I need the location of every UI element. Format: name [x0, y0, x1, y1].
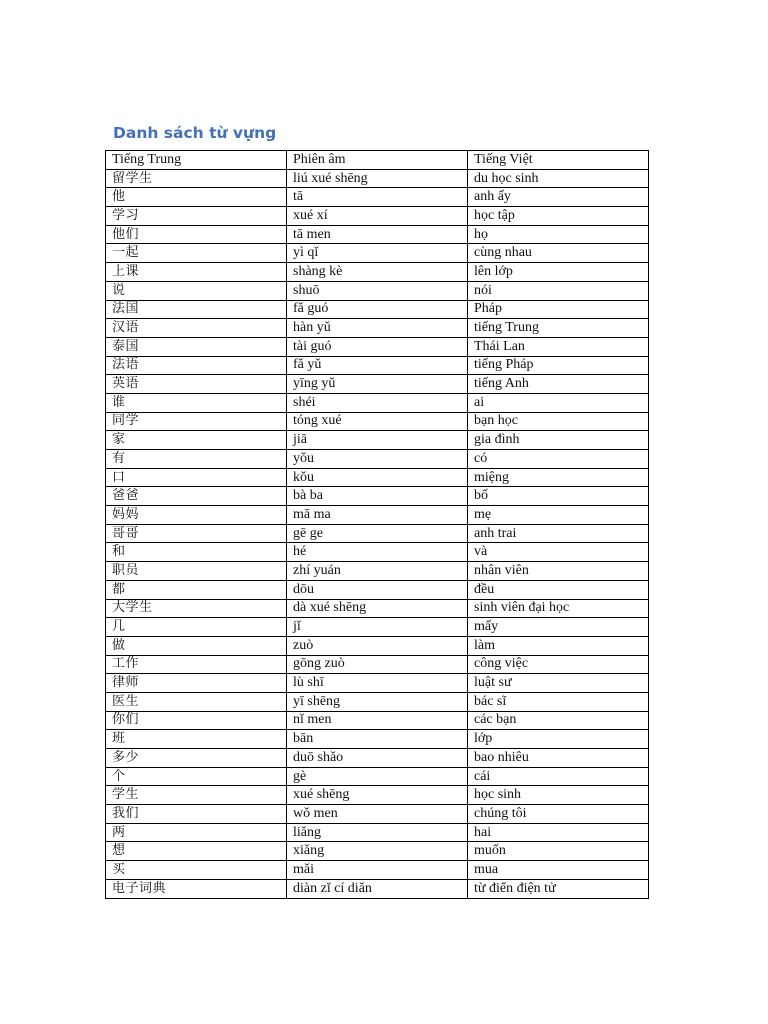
table-row — [106, 207, 649, 226]
table-row — [106, 524, 649, 543]
cell-chinese: 大学生 — [106, 599, 287, 618]
cell-vietnamese: công việc — [468, 655, 649, 674]
cell-chinese: 你们 — [106, 711, 287, 730]
cell-pinyin: bà ba — [287, 487, 468, 506]
table-row — [106, 375, 649, 394]
cell-vietnamese: muốn — [468, 842, 649, 861]
cell-chinese: 医生 — [106, 692, 287, 711]
cell-pinyin: xiǎng — [287, 842, 468, 861]
cell-chinese: 和 — [106, 543, 287, 562]
table-row — [106, 281, 649, 300]
cell-vietnamese: nhân viên — [468, 562, 649, 581]
cell-chinese: 谁 — [106, 393, 287, 412]
cell-pinyin: mǎi — [287, 861, 468, 880]
table-row — [106, 412, 649, 431]
cell-chinese: 上课 — [106, 263, 287, 282]
cell-pinyin: wǒ men — [287, 805, 468, 824]
cell-vietnamese: bao nhiêu — [468, 749, 649, 768]
cell-chinese: 都 — [106, 580, 287, 599]
cell-chinese: 泰国 — [106, 337, 287, 356]
cell-chinese: 口 — [106, 468, 287, 487]
cell-vietnamese: lên lớp — [468, 263, 649, 282]
cell-pinyin: dà xué shēng — [287, 599, 468, 618]
cell-vietnamese: bố — [468, 487, 649, 506]
cell-vietnamese: chúng tôi — [468, 805, 649, 824]
cell-chinese: 妈妈 — [106, 506, 287, 525]
cell-pinyin: dōu — [287, 580, 468, 599]
column-header-chinese: Tiếng Trung — [106, 151, 287, 170]
cell-vietnamese: có — [468, 450, 649, 469]
table-row — [106, 767, 649, 786]
cell-chinese: 汉语 — [106, 319, 287, 338]
cell-chinese: 他们 — [106, 225, 287, 244]
table-row — [106, 263, 649, 282]
table-row — [106, 599, 649, 618]
cell-vietnamese: từ điển điện tử — [468, 879, 649, 898]
cell-pinyin: tā men — [287, 225, 468, 244]
cell-vietnamese: nói — [468, 281, 649, 300]
cell-vietnamese: bạn học — [468, 412, 649, 431]
cell-pinyin: bān — [287, 730, 468, 749]
cell-pinyin: gē ge — [287, 524, 468, 543]
table-row — [106, 300, 649, 319]
cell-chinese: 班 — [106, 730, 287, 749]
cell-vietnamese: mấy — [468, 618, 649, 637]
cell-chinese: 说 — [106, 281, 287, 300]
cell-pinyin: tā — [287, 188, 468, 207]
cell-chinese: 多少 — [106, 749, 287, 768]
cell-chinese: 有 — [106, 450, 287, 469]
page-title: Danh sách từ vựng — [113, 124, 277, 142]
cell-vietnamese: tiếng Pháp — [468, 356, 649, 375]
cell-vietnamese: Thái Lan — [468, 337, 649, 356]
cell-pinyin: zuò — [287, 636, 468, 655]
table-row — [106, 562, 649, 581]
cell-pinyin: yī shēng — [287, 692, 468, 711]
cell-pinyin: tóng xué — [287, 412, 468, 431]
cell-pinyin: fǎ yǔ — [287, 356, 468, 375]
cell-pinyin: duō shǎo — [287, 749, 468, 768]
table-row — [106, 879, 649, 898]
table-row — [106, 861, 649, 880]
table-row — [106, 730, 649, 749]
cell-pinyin: tài guó — [287, 337, 468, 356]
cell-vietnamese: gia đình — [468, 431, 649, 450]
column-header-vietnamese: Tiếng Việt — [468, 151, 649, 170]
cell-vietnamese: mua — [468, 861, 649, 880]
cell-pinyin: shàng kè — [287, 263, 468, 282]
cell-pinyin: jiā — [287, 431, 468, 450]
cell-pinyin: diàn zǐ cí diǎn — [287, 879, 468, 898]
cell-pinyin: zhí yuán — [287, 562, 468, 581]
table-body — [106, 169, 649, 898]
table-row — [106, 543, 649, 562]
table-row — [106, 580, 649, 599]
cell-pinyin: jǐ — [287, 618, 468, 637]
table-row — [106, 655, 649, 674]
cell-chinese: 我们 — [106, 805, 287, 824]
cell-pinyin: liǎng — [287, 823, 468, 842]
cell-chinese: 法语 — [106, 356, 287, 375]
cell-vietnamese: các bạn — [468, 711, 649, 730]
table-row — [106, 393, 649, 412]
table-row — [106, 225, 649, 244]
cell-chinese: 想 — [106, 842, 287, 861]
cell-vietnamese: cái — [468, 767, 649, 786]
table-row — [106, 356, 649, 375]
cell-vietnamese: Pháp — [468, 300, 649, 319]
table-row — [106, 786, 649, 805]
table-row — [106, 506, 649, 525]
cell-chinese: 工作 — [106, 655, 287, 674]
cell-vietnamese: và — [468, 543, 649, 562]
table-row — [106, 487, 649, 506]
table-row — [106, 244, 649, 263]
cell-vietnamese: hai — [468, 823, 649, 842]
table-row — [106, 319, 649, 338]
table-row — [106, 711, 649, 730]
cell-vietnamese: tiếng Trung — [468, 319, 649, 338]
cell-chinese: 法国 — [106, 300, 287, 319]
cell-chinese: 几 — [106, 618, 287, 637]
cell-pinyin: lù shī — [287, 674, 468, 693]
cell-chinese: 学生 — [106, 786, 287, 805]
cell-pinyin: hé — [287, 543, 468, 562]
cell-vietnamese: học tập — [468, 207, 649, 226]
cell-vietnamese: lớp — [468, 730, 649, 749]
cell-pinyin: hàn yǔ — [287, 319, 468, 338]
cell-pinyin: liú xué shēng — [287, 169, 468, 188]
table-header-row — [106, 151, 649, 170]
table-row — [106, 169, 649, 188]
cell-pinyin: xué xí — [287, 207, 468, 226]
cell-vietnamese: anh trai — [468, 524, 649, 543]
cell-chinese: 职员 — [106, 562, 287, 581]
cell-chinese: 英语 — [106, 375, 287, 394]
cell-vietnamese: luật sư — [468, 674, 649, 693]
table-row — [106, 431, 649, 450]
cell-pinyin: shéi — [287, 393, 468, 412]
cell-pinyin: yīng yǔ — [287, 375, 468, 394]
cell-vietnamese: sinh viên đại học — [468, 599, 649, 618]
table-row — [106, 692, 649, 711]
table-row — [106, 337, 649, 356]
table-row — [106, 805, 649, 824]
cell-chinese: 同学 — [106, 412, 287, 431]
cell-vietnamese: tiếng Anh — [468, 375, 649, 394]
cell-pinyin: yǒu — [287, 450, 468, 469]
table-row — [106, 674, 649, 693]
cell-pinyin: xué shēng — [287, 786, 468, 805]
cell-chinese: 个 — [106, 767, 287, 786]
table-row — [106, 468, 649, 487]
cell-pinyin: gōng zuò — [287, 655, 468, 674]
table-row — [106, 618, 649, 637]
cell-chinese: 他 — [106, 188, 287, 207]
cell-pinyin: shuō — [287, 281, 468, 300]
cell-chinese: 律师 — [106, 674, 287, 693]
table-row — [106, 823, 649, 842]
cell-vietnamese: bác sĩ — [468, 692, 649, 711]
column-header-pinyin: Phiên âm — [287, 151, 468, 170]
vocabulary-table — [105, 150, 649, 899]
cell-vietnamese: miệng — [468, 468, 649, 487]
cell-chinese: 两 — [106, 823, 287, 842]
cell-vietnamese: mẹ — [468, 506, 649, 525]
cell-chinese: 做 — [106, 636, 287, 655]
cell-chinese: 留学生 — [106, 169, 287, 188]
cell-chinese: 家 — [106, 431, 287, 450]
cell-chinese: 爸爸 — [106, 487, 287, 506]
cell-pinyin: kǒu — [287, 468, 468, 487]
cell-pinyin: mā ma — [287, 506, 468, 525]
cell-vietnamese: làm — [468, 636, 649, 655]
cell-pinyin: yì qǐ — [287, 244, 468, 263]
cell-pinyin: gè — [287, 767, 468, 786]
cell-chinese: 电子词典 — [106, 879, 287, 898]
cell-chinese: 买 — [106, 861, 287, 880]
cell-vietnamese: anh ấy — [468, 188, 649, 207]
cell-vietnamese: đều — [468, 580, 649, 599]
cell-pinyin: nǐ men — [287, 711, 468, 730]
table-row — [106, 749, 649, 768]
table-row — [106, 450, 649, 469]
cell-vietnamese: học sinh — [468, 786, 649, 805]
table-row — [106, 636, 649, 655]
cell-chinese: 学习 — [106, 207, 287, 226]
cell-vietnamese: họ — [468, 225, 649, 244]
cell-vietnamese: cùng nhau — [468, 244, 649, 263]
cell-pinyin: fǎ guó — [287, 300, 468, 319]
cell-vietnamese: du học sinh — [468, 169, 649, 188]
table-row — [106, 188, 649, 207]
cell-chinese: 哥哥 — [106, 524, 287, 543]
cell-vietnamese: ai — [468, 393, 649, 412]
cell-chinese: 一起 — [106, 244, 287, 263]
table-row — [106, 842, 649, 861]
